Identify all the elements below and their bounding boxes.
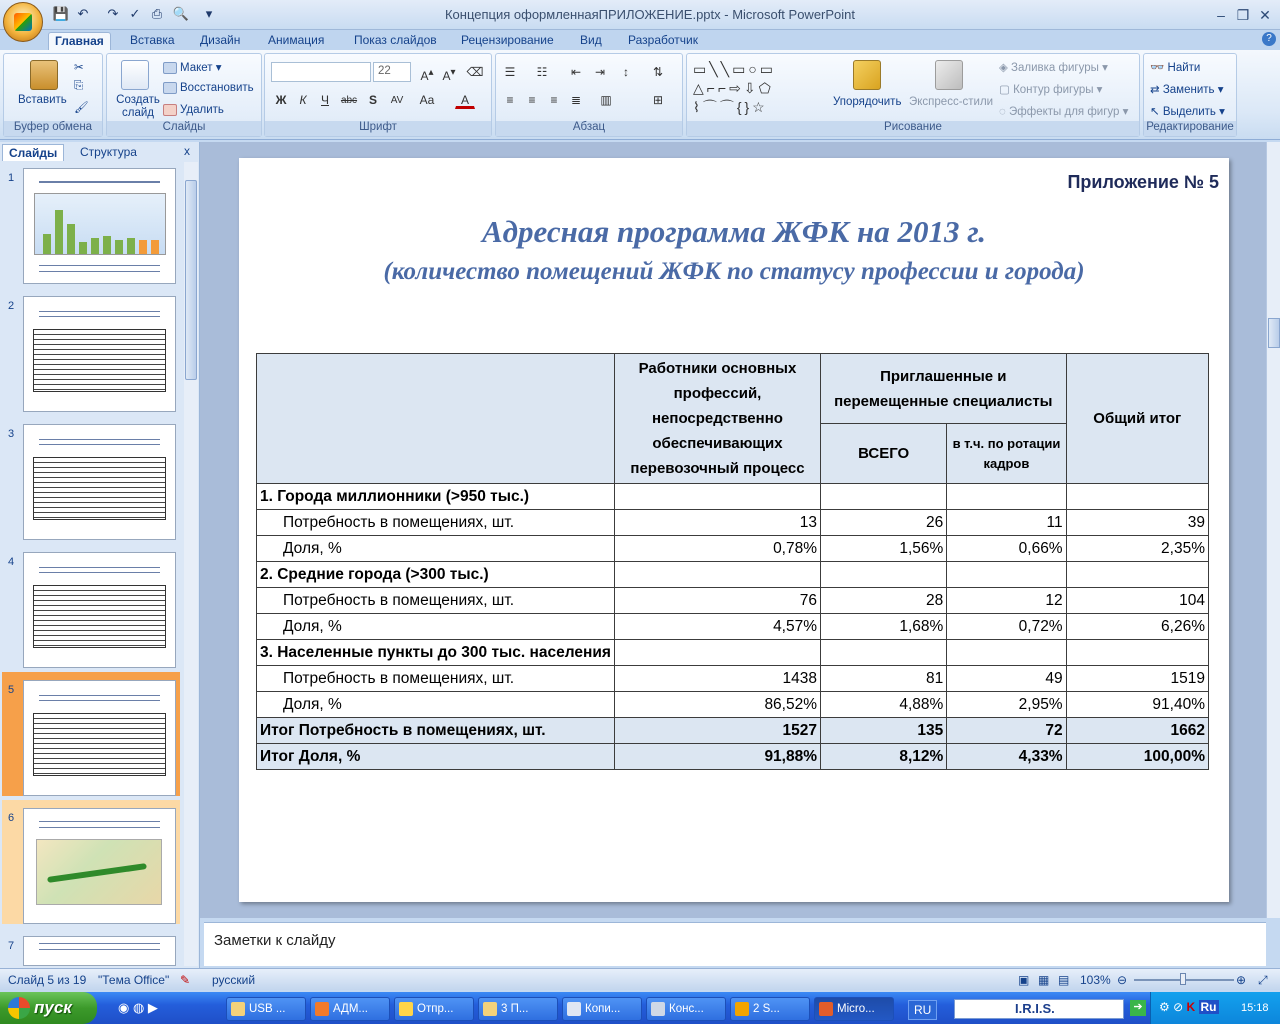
strikethrough-icon[interactable]: abc	[340, 95, 358, 106]
save-icon[interactable]: 💾	[52, 6, 70, 21]
table-row: 2. Средние города (>300 тыс.)	[257, 562, 1209, 588]
tray-icons[interactable]: ⚙ ⊘ K Ru	[1159, 1000, 1217, 1014]
taskbar-item[interactable]: Копи...	[562, 997, 642, 1021]
thumb-table	[33, 329, 166, 392]
window-title: Концепция оформленнаяПРИЛОЖЕНИЕ.pptx - Microsoft PowerPoint	[444, 7, 856, 22]
table-row: Потребность в помещениях, шт. 1438 81 49 1519	[257, 666, 1209, 692]
thumb-title	[39, 181, 160, 183]
find-button[interactable]: 👓 Найти	[1150, 62, 1201, 74]
editing-group	[1143, 53, 1237, 137]
zoom-slider-handle[interactable]	[1180, 973, 1186, 985]
powerpoint-icon	[819, 1002, 833, 1016]
mail-icon	[399, 1002, 413, 1016]
drawing-label: Рисование	[687, 121, 1139, 136]
layout-button[interactable]: Макет ▾	[163, 60, 222, 74]
slide-thumbnail-6[interactable]	[23, 808, 176, 924]
bullets-icon[interactable]: ☰	[504, 65, 516, 79]
spellcheck-icon[interactable]: ✎	[180, 973, 191, 987]
normal-view-icon[interactable]: ▣	[1018, 973, 1030, 987]
shape-outline-button[interactable]: ▢ Контур фигуры ▾	[999, 84, 1103, 96]
tab-developer[interactable]: Разработчик	[628, 33, 698, 47]
shadow-icon[interactable]: S	[368, 93, 377, 107]
language-indicator[interactable]: RU	[908, 1000, 937, 1020]
tab-insert[interactable]: Вставка	[130, 33, 175, 47]
tab-slides-pane[interactable]: Слайды	[2, 144, 64, 161]
help-icon[interactable]: ?	[1262, 32, 1276, 46]
slide-subtitle[interactable]: (количество помещений ЖФК по статусу профессии и города)	[383, 258, 1085, 285]
system-tray	[1150, 992, 1280, 1024]
slide-thumbnail-3[interactable]	[23, 424, 176, 540]
zoom-in-icon[interactable]: ⊕	[1236, 973, 1247, 987]
thumb-chart	[34, 193, 166, 255]
clipboard-label: Буфер обмена	[4, 121, 102, 136]
slide-thumbnail-7[interactable]	[23, 936, 176, 966]
tab-home[interactable]: Главная	[48, 32, 111, 51]
italic-icon[interactable]: К	[299, 93, 307, 107]
paste-icon[interactable]	[30, 60, 58, 90]
zoom-out-icon[interactable]: ⊖	[1117, 973, 1128, 987]
slide-thumbnail-2[interactable]	[23, 296, 176, 412]
slide-thumbnail-4[interactable]	[23, 552, 176, 668]
taskbar-item[interactable]: USB ...	[226, 997, 306, 1021]
header-all: ВСЕГО	[821, 424, 947, 484]
table-row: Доля, % 0,78% 1,56% 0,66% 2,35%	[257, 536, 1209, 562]
table-row: Потребность в помещениях, шт. 13 26 11 39	[257, 510, 1209, 536]
taskbar-item[interactable]: Отпр...	[394, 997, 474, 1021]
slide-thumbnail-1[interactable]	[23, 168, 176, 284]
slides-pane-scrollbar[interactable]	[184, 162, 198, 966]
thumb-number: 3	[8, 428, 15, 440]
slide-canvas[interactable]	[239, 158, 1229, 902]
taskbar-item[interactable]: 2 S...	[730, 997, 810, 1021]
data-table[interactable]	[256, 353, 1209, 770]
undo-icon[interactable]: ↶	[77, 6, 89, 21]
print-icon[interactable]: ⎙	[151, 6, 163, 21]
fit-window-icon[interactable]: ⤢	[1258, 973, 1268, 987]
table-row: 1. Города миллионники (>950 тыс.)	[257, 484, 1209, 510]
drawing-group	[686, 53, 1140, 137]
sorter-view-icon[interactable]: ▦	[1038, 973, 1050, 987]
slide-thumbnail-5[interactable]	[23, 680, 176, 796]
arrange-icon[interactable]	[853, 60, 881, 90]
table-row-total: Итог Доля, % 91,88% 8,12% 4,33% 100,00%	[257, 744, 1209, 770]
table-row: Доля, % 86,52% 4,88% 2,95% 91,40%	[257, 692, 1209, 718]
font-name-combo[interactable]	[271, 62, 371, 82]
thumb-number: 6	[8, 812, 15, 824]
paste-button[interactable]: Вставить	[18, 94, 67, 106]
office-logo-icon	[14, 13, 32, 31]
title-bar	[0, 0, 1280, 30]
cut-icon[interactable]: ✂	[74, 62, 84, 74]
windows-logo-icon	[8, 997, 30, 1019]
taskbar-item[interactable]: 3 П...	[478, 997, 558, 1021]
iris-toolbar[interactable]: I.R.I.S.	[954, 999, 1124, 1019]
taskbar-item[interactable]: Конс...	[646, 997, 726, 1021]
delete-icon	[163, 104, 177, 116]
arrange-button[interactable]: Упорядочить	[833, 96, 902, 108]
thumb-table	[33, 585, 166, 648]
decrease-indent-icon[interactable]: ⇤	[570, 65, 582, 79]
consultant-icon	[651, 1002, 665, 1016]
notes-pane[interactable]: Заметки к слайду	[204, 922, 1266, 966]
document-icon	[567, 1002, 581, 1016]
clear-format-icon[interactable]: ⌫	[466, 65, 484, 79]
slide-scrollbar[interactable]	[1266, 142, 1280, 918]
quick-styles-icon[interactable]	[935, 60, 963, 90]
shape-effects-button[interactable]: ◌ Эффекты для фигур ▾	[999, 106, 1129, 118]
layout-icon	[163, 62, 177, 74]
text-direction-icon[interactable]: ⇅	[652, 65, 664, 79]
paragraph-label: Абзац	[496, 121, 682, 136]
increase-indent-icon[interactable]: ⇥	[594, 65, 606, 79]
table-row: Доля, % 4,57% 1,68% 0,72% 6,26%	[257, 614, 1209, 640]
align-left-icon[interactable]: ≡	[506, 93, 514, 107]
tab-design[interactable]: Дизайн	[200, 33, 241, 47]
header-workers: Работники основных профессий, непосредственно обеспечивающих перевозочный процесс	[614, 354, 820, 484]
taskbar-item-active[interactable]: Micro...	[814, 997, 894, 1021]
new-slide-icon[interactable]	[121, 60, 149, 90]
header-invited: Приглашенные и перемещенные специалисты	[821, 354, 1067, 424]
header-empty	[257, 354, 615, 484]
scroll-thumb[interactable]	[185, 180, 197, 380]
clipboard-group	[3, 53, 103, 137]
ribbon	[0, 50, 1280, 140]
slideshow-view-icon[interactable]: ▤	[1058, 973, 1070, 987]
format-painter-icon[interactable]: 🖌	[74, 102, 89, 114]
thumb-number: 5	[8, 684, 15, 696]
thumb-table	[33, 457, 166, 520]
thumb-number: 2	[8, 300, 15, 312]
app-group-icon	[735, 1002, 749, 1016]
slides-group	[106, 53, 262, 137]
font-size-combo[interactable]: 22	[373, 62, 411, 82]
language[interactable]: русский	[212, 973, 256, 987]
font-label: Шрифт	[265, 121, 491, 136]
tab-outline-pane[interactable]: Структура	[80, 145, 137, 159]
tab-view[interactable]: Вид	[580, 33, 602, 47]
taskbar-item[interactable]: АДМ...	[310, 997, 390, 1021]
quicklaunch-icon[interactable]: ◉ ◍ ▶	[118, 1000, 158, 1015]
start-button[interactable]: пуск	[0, 992, 97, 1024]
align-center-icon[interactable]: ≡	[528, 93, 536, 107]
slide-title[interactable]: Адресная программа ЖФК на 2013 г.	[481, 214, 987, 249]
tab-review[interactable]: Рецензирование	[461, 33, 554, 47]
binoculars-icon: 👓	[1150, 62, 1165, 74]
zoom-level[interactable]: 103%	[1080, 973, 1111, 987]
preview-icon[interactable]: 🔍	[172, 6, 190, 21]
firefox-icon	[315, 1002, 329, 1016]
cursor-icon: ↖	[1150, 106, 1160, 118]
table-row-total: Итог Потребность в помещениях, шт. 1527 135 72 1662	[257, 718, 1209, 744]
shapes-gallery[interactable]: ▭╲╲▭○▭ △⌐⌐⇨⇩⬠ ⌇⌒⌒{}☆	[693, 61, 776, 115]
header-rotation: в т.ч. по ротации кадров	[947, 424, 1066, 484]
thumb-number: 7	[8, 940, 15, 952]
editing-label: Редактирование	[1144, 121, 1236, 136]
spelling-icon[interactable]: ✓	[129, 6, 141, 21]
paragraph-group	[495, 53, 683, 137]
quick-styles-button[interactable]: Экспресс-стили	[909, 96, 994, 108]
shrink-font-icon[interactable]: A▾	[442, 67, 456, 83]
spacing-icon[interactable]: AV	[390, 95, 404, 106]
usb-icon	[231, 1002, 245, 1016]
tab-animation[interactable]: Анимация	[268, 33, 325, 47]
office-button[interactable]	[3, 2, 43, 42]
replace-button[interactable]: ⇄ Заменить ▾	[1150, 84, 1224, 96]
ribbon-tabs	[0, 30, 1280, 51]
smartart-icon[interactable]: ⊞	[652, 93, 664, 107]
thumb-number: 1	[8, 172, 15, 184]
clock: 15:18	[1241, 1002, 1269, 1014]
header-total: Общий итог	[1066, 354, 1208, 484]
tab-slideshow[interactable]: Показ слайдов	[354, 33, 437, 47]
grow-font-icon[interactable]: A▴	[420, 67, 434, 83]
thumb-map	[36, 839, 162, 905]
font-group	[264, 53, 492, 137]
maximize-icon[interactable]: ❐	[1236, 7, 1250, 23]
scroll-thumb[interactable]	[1268, 318, 1280, 348]
case-icon[interactable]: Aa	[419, 93, 435, 107]
select-button[interactable]: ↖ Выделить ▾	[1150, 106, 1225, 118]
status-bar	[0, 968, 1280, 990]
slide-counter: Слайд 5 из 19	[8, 973, 87, 987]
go-arrow-icon[interactable]: ➔	[1130, 1000, 1146, 1016]
slides-pane	[0, 142, 200, 968]
redo-icon[interactable]: ↷	[107, 6, 119, 21]
line-spacing-icon[interactable]: ↕	[623, 65, 629, 79]
thumb-table	[33, 713, 166, 776]
reset-icon	[163, 82, 177, 94]
folder-icon	[483, 1002, 497, 1016]
close-icon[interactable]: ✕	[1259, 7, 1271, 23]
table-row: Потребность в помещениях, шт. 76 28 12 104	[257, 588, 1209, 614]
minimize-icon[interactable]: –	[1217, 7, 1225, 23]
columns-icon[interactable]: ▥	[600, 93, 612, 107]
delete-slide-button[interactable]: Удалить	[163, 104, 224, 116]
reset-button[interactable]: Восстановить	[163, 82, 254, 94]
font-color-icon[interactable]: A	[455, 90, 475, 109]
copy-icon[interactable]: ⎘	[74, 80, 84, 92]
align-right-icon[interactable]: ≡	[550, 93, 558, 107]
replace-icon: ⇄	[1150, 84, 1160, 96]
qat-customize-icon[interactable]: ▾	[205, 6, 213, 21]
appendix-label: Приложение № 5	[1067, 172, 1219, 192]
close-pane-icon[interactable]: x	[184, 144, 190, 158]
bold-icon[interactable]: Ж	[275, 93, 287, 107]
underline-icon[interactable]: Ч	[321, 93, 329, 107]
table-row: 3. Населенные пункты до 300 тыс. населения	[257, 640, 1209, 666]
slides-label: Слайды	[107, 121, 261, 136]
theme-name[interactable]: "Тема Office"	[98, 973, 170, 987]
thumb-number: 4	[8, 556, 15, 568]
new-slide-button[interactable]: Создать слайд	[116, 94, 160, 119]
numbering-icon[interactable]: ☷	[536, 65, 548, 79]
justify-icon[interactable]: ≣	[570, 93, 582, 107]
shape-fill-button[interactable]: ◈ Заливка фигуры ▾	[999, 62, 1108, 74]
